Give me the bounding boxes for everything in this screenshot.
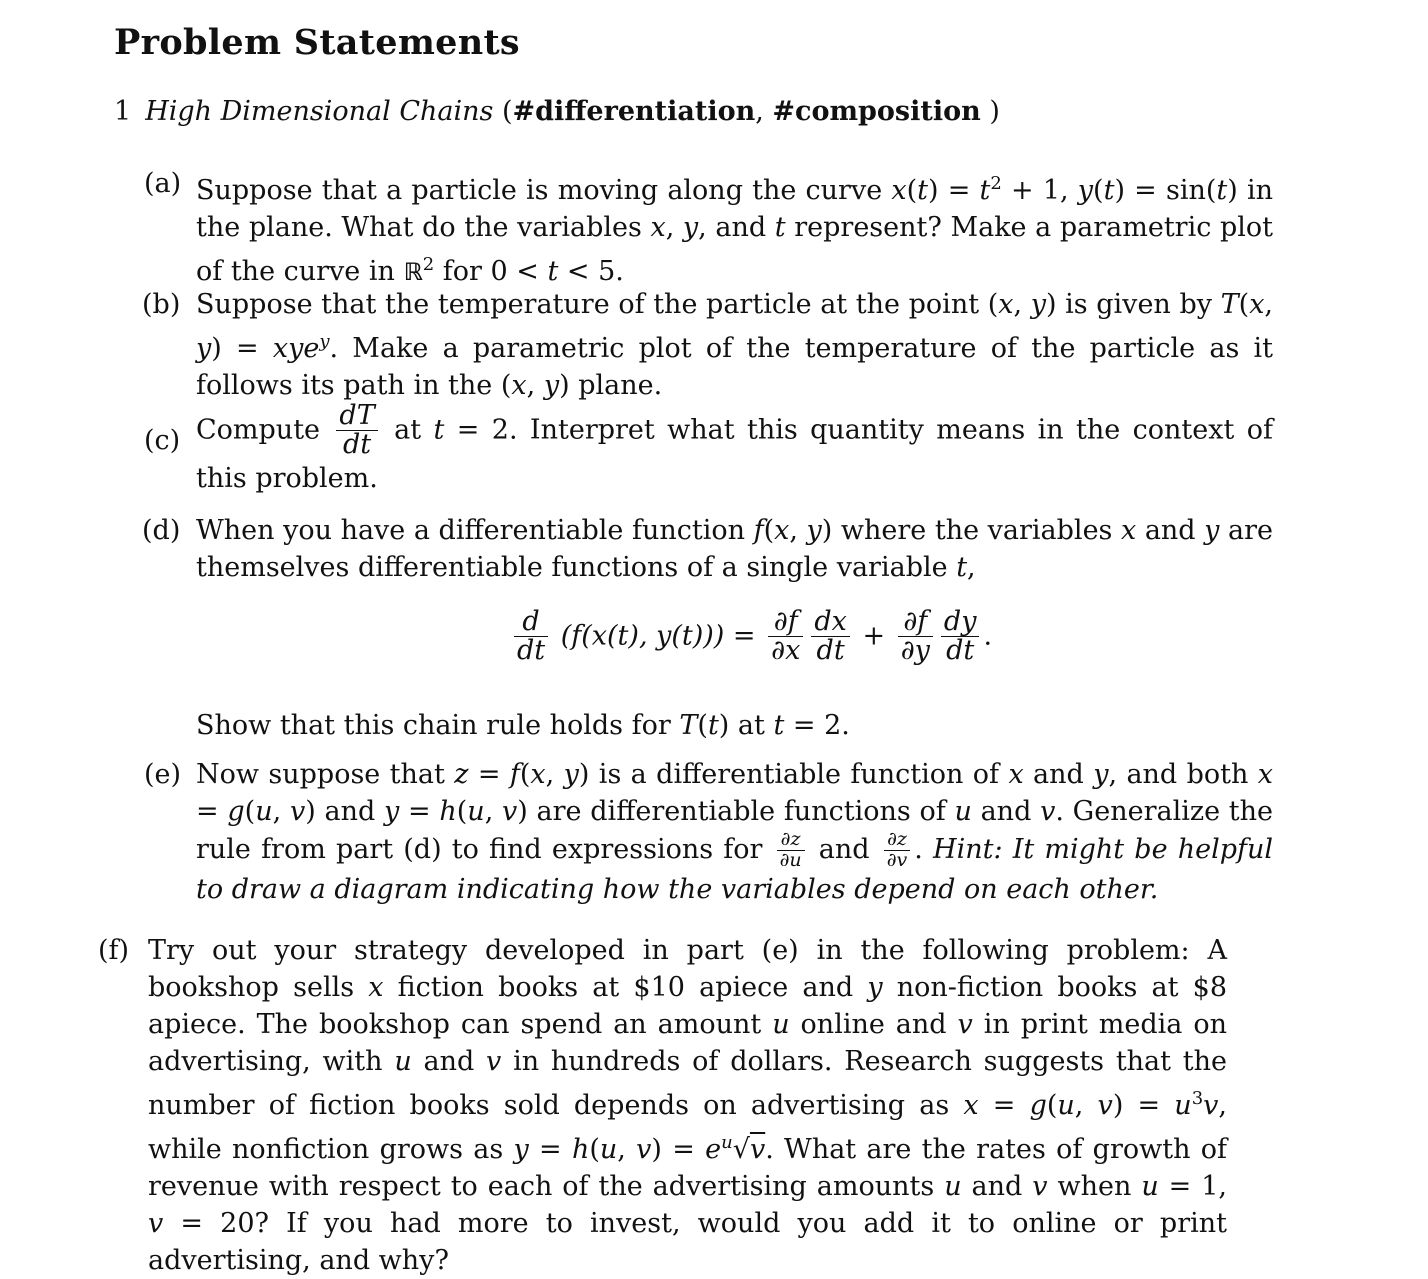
frac-den: dt xyxy=(343,429,372,461)
part-d-text: When you have a differentiable function f(x, y) where the variables x and y are themselves differentiable functions of a single variable t, xyxy=(196,515,1274,583)
part-b-text: Suppose that the temperature of the particle at the point (x, y) is given by T(x, y) = xye$^y$. Make a parametric plot of the temperature of the particle as it follows its path in the (x, y) plane. xyxy=(196,289,1274,401)
chain-rule-formula xyxy=(510,608,992,666)
tag-composition: #composition xyxy=(772,96,981,127)
part-f xyxy=(98,932,1228,1279)
page-title: Problem Statements xyxy=(114,22,520,63)
part-e-label: (e) xyxy=(144,759,182,790)
dz-dv-fraction xyxy=(884,830,911,871)
part-b-label: (b) xyxy=(142,289,181,320)
frac-num: ∂z xyxy=(884,830,911,851)
df-dx-fraction xyxy=(768,608,803,666)
frac-num: dy xyxy=(941,608,980,637)
tags-close: ) xyxy=(980,96,1000,127)
part-a-text: Suppose that a particle is moving along the curve $x(t) = t^2 + 1$, y(t) = sin(t) in the plane. What do the variables x, y, and t represent? Make a parametric plot of the curve in ℝ$^2$ for 0 < t < 5. xyxy=(196,173,1273,287)
part-d-followup xyxy=(196,707,1273,744)
part-d-followup-text: Show that this chain rule holds for T(t) at t = 2. xyxy=(196,710,850,741)
part-e-text: Now suppose that z = f(x, y) is a differentiable function of x and y, and both x = g(u, v) and y = h(u, v) are differentiable functions of u and v. Generalize the rule from part (d) to find expressions for $\frac{\partial z}{\partial u}$ and $\frac{\partial z}{\partial v}$ . Hint: It might be helpful to draw a diagram indicating how the variables depend on each other. xyxy=(196,759,1274,905)
dy-dt-fraction xyxy=(941,608,980,666)
frac-den: ∂x xyxy=(771,635,801,667)
formula-end: . xyxy=(983,620,993,652)
frac-den: dt xyxy=(517,635,546,667)
dT-dt-fraction xyxy=(336,402,377,460)
part-f-label: (f) xyxy=(98,935,130,966)
frac-den: ∂v xyxy=(886,848,908,871)
part-e xyxy=(144,756,1274,908)
frac-num: dT xyxy=(336,402,377,431)
lhs-fraction xyxy=(514,608,548,666)
frac-num: ∂f xyxy=(898,608,933,637)
section-number: 1 xyxy=(114,96,132,127)
tags-open: ( xyxy=(501,96,513,127)
dz-du-fraction xyxy=(777,830,805,871)
tag-differentiation: #differentiation xyxy=(512,96,756,127)
frac-num: ∂z xyxy=(777,830,805,851)
frac-num: dx xyxy=(811,608,850,637)
lhs-body: (f(x(t), y(t))) = xyxy=(560,620,756,652)
part-c-text: Compute $\frac{dT}{dt}$ at t = 2. Interpret what this quantity means in the context of this problem. xyxy=(196,400,1273,494)
part-d-label: (d) xyxy=(142,515,181,546)
plus-sign: + xyxy=(862,620,886,652)
part-d xyxy=(142,512,1274,586)
part-f-text: Try out your strategy developed in part (e) in the following problem: A bookshop sells x fiction books at $10 apiece and y non-fiction books at $8 apiece. The bookshop can spend an amount u online and v in print media on advertising, with u and v in hundreds of dollars. Research suggests that the number of fiction books sold depends on advertising as x = g(u, $v) = u^3v$, while nonfiction grows as y = h(u, $v) = e^u√v$. What are the rates of growth of revenue with respect to each of the advertising amounts u and v when u = 1, v = 20? If you had more to invest, would you add it to online or print advertising, and why? xyxy=(148,935,1228,1276)
frac-den: ∂u xyxy=(779,848,802,871)
part-a xyxy=(144,165,1273,291)
frac-num: ∂f xyxy=(768,608,803,637)
frac-den: dt xyxy=(946,635,975,667)
section-title: High Dimensional Chains xyxy=(145,96,494,127)
tags-separator: , xyxy=(755,96,773,127)
frac-num: d xyxy=(514,608,548,637)
frac-den: ∂y xyxy=(900,635,930,667)
frac-den: dt xyxy=(816,635,845,667)
part-c-label: (c) xyxy=(144,425,181,456)
df-dy-fraction xyxy=(898,608,933,666)
part-b xyxy=(142,286,1274,404)
section-heading xyxy=(114,96,1000,127)
part-c xyxy=(144,400,1273,497)
dx-dt-fraction xyxy=(811,608,850,666)
part-a-label: (a) xyxy=(144,168,182,199)
